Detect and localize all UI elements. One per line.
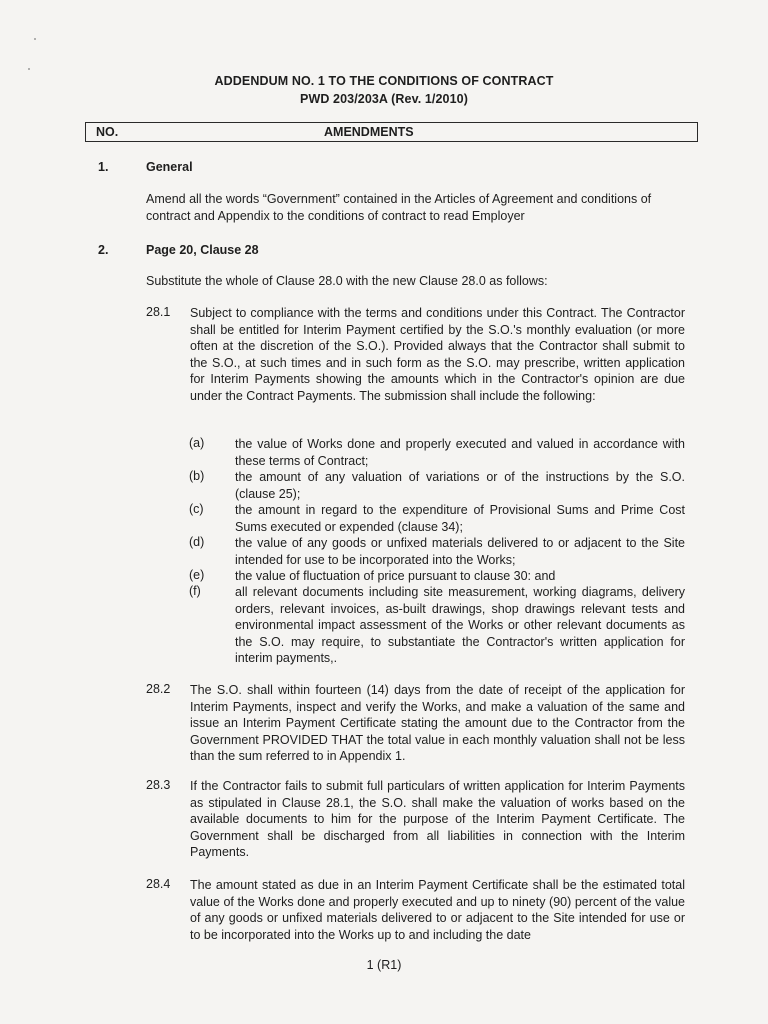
section-title: General [146, 160, 193, 174]
clause-number: 28.3 [146, 778, 171, 792]
list-item-text: the value of fluctuation of price pursuant to clause 30: and [235, 569, 556, 583]
clause-text: The S.O. shall within fourteen (14) days from the date of receipt of the application for Interim Payments, inspect and verify the Works, and make a valuation of the same and issue an Interim Payment Certificate stating the amount due to the Contractor from the Government PROVIDED THAT the total value in each monthly valuation shall not be less than the sum referred to in Appendix 1. [190, 683, 685, 764]
list-item-label: (b) [189, 469, 205, 483]
clause-text: The amount stated as due in an Interim Payment Certificate shall be the estimated total value of the Works done and properly executed and up to ninety (90) percent of the value of any goods or unfixed materials delivered to or adjacent to the Site intended for use or to be incorporated into the Works up to and including the date [190, 878, 685, 942]
list-item-label: (f) [189, 584, 201, 598]
document-title: ADDENDUM NO. 1 TO THE CONDITIONS OF CONTRACT [214, 74, 554, 88]
clause-number: 28.1 [146, 305, 171, 319]
list-item-label: (e) [189, 568, 205, 582]
list-item-text: the amount of any valuation of variations or of the instructions by the S.O. (clause 25); [235, 470, 685, 501]
document-subtitle: PWD 203/203A (Rev. 1/2010) [300, 92, 468, 106]
amendments-table-header [85, 122, 698, 142]
clause-text: Subject to compliance with the terms and conditions under this Contract. The Contractor shall be entitled for Interim Payment certified by the S.O.'s monthly evaluation (or more often at the discretion of the S.O.). Provided always that the Contractor shall submit to the S.O., at such times and in such form as the S.O. may prescribe, written application for Interim Payments showing the amounts which in the Contractor's opinion are due under the Contract Payments. The submission shall include the following: [190, 306, 685, 403]
section-text: Substitute the whole of Clause 28.0 with the new Clause 28.0 as follows: [146, 274, 548, 288]
column-header-amendments: AMENDMENTS [324, 125, 414, 139]
list-item-text: the value of any goods or unfixed materials delivered to or adjacent to the Site intended for use to be incorporated into the Works; [235, 536, 685, 567]
list-item-label: (a) [189, 436, 205, 450]
section-text: Amend all the words “Government” contained in the Articles of Agreement and conditions of contract and Appendix to the conditions of contract to read Employer [146, 192, 652, 223]
clause-text: If the Contractor fails to submit full particulars of written application for Interim Payments as stipulated in Clause 28.1, the S.O. shall make the valuation of works based on the available documents to him for the purpose of the Interim Payment Certificate. The Government shall be discharged from all liabilities in connection with the Interim Payments. [190, 779, 685, 860]
list-item-label: (c) [189, 502, 204, 516]
scan-speck [34, 38, 36, 40]
section-number: 1. [98, 160, 109, 174]
section-title: Page 20, Clause 28 [146, 243, 259, 257]
section-number: 2. [98, 243, 109, 257]
clause-number: 28.2 [146, 682, 171, 696]
list-item-text: all relevant documents including site measurement, working diagrams, delivery orders, relevant invoices, as-built drawings, shop drawings relevant tests and environmental impact assessment of the Works or other relevant documents as the S.O. may require, to substantiate the Contractor's written application for interim payments,. [235, 585, 685, 666]
list-item-text: the value of Works done and properly executed and valued in accordance with these terms of Contract; [235, 437, 685, 468]
list-item-label: (d) [189, 535, 205, 549]
page-number: 1 (R1) [366, 958, 402, 972]
list-item-text: the amount in regard to the expenditure of Provisional Sums and Prime Cost Sums executed or expended (clause 34); [235, 503, 685, 534]
clause-number: 28.4 [146, 877, 171, 891]
scan-speck [28, 68, 30, 70]
column-header-no: NO. [96, 125, 119, 139]
